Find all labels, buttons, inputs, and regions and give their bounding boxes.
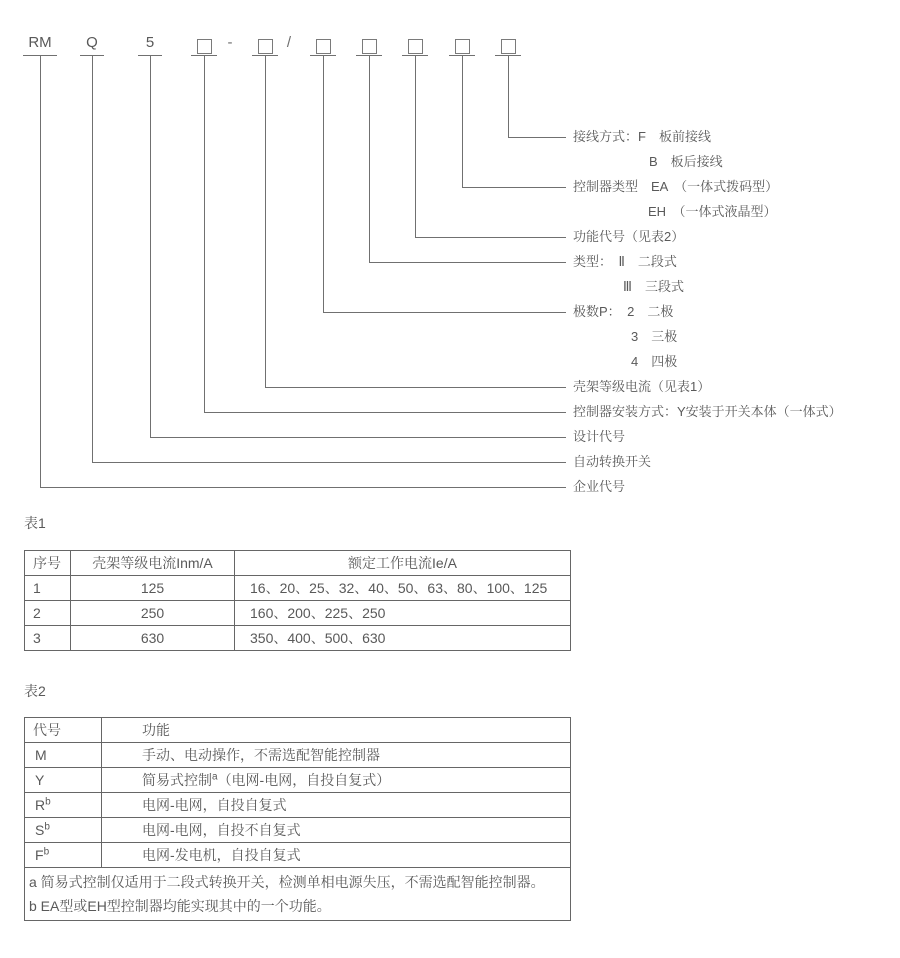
table2-row (25, 843, 571, 868)
connector-vertical-line (508, 55, 509, 137)
footnote-a: a 简易式控制仅适用于二段式转换开关，检测单相电源失压，不需选配智能控制器。 (29, 874, 545, 890)
cell-rated-current: 350、400、500、630 (235, 626, 571, 651)
connector-vertical-line (150, 55, 151, 437)
code-design-text: 5 (145, 34, 155, 51)
cell-function (102, 768, 571, 793)
function-text: 电网-电网，自投自复式 (142, 797, 287, 813)
connector-horizontal-line (204, 412, 566, 413)
code-value: R (35, 797, 46, 813)
header-cell-code: 代号 (25, 718, 102, 743)
connector-vertical-line (92, 55, 93, 462)
function-text: 电网-发电机，自投自复式 (142, 847, 301, 863)
label-poles-3: 3 三极 (631, 329, 678, 344)
code-value: S (35, 822, 45, 838)
header-cell-index: 序号 (25, 551, 71, 576)
label-company-code: 企业代号 (573, 479, 626, 494)
cell-index: 3 (25, 626, 71, 651)
function-text: 手动、电动操作，不需选配智能控制器 (142, 747, 380, 763)
cell-code (25, 818, 102, 843)
label-wiring-mode-b: B 板后接线 (649, 154, 723, 169)
cell-function (102, 743, 571, 768)
connector-vertical-line (40, 55, 41, 487)
footnote-cell (25, 868, 571, 921)
connector-vertical-line (204, 55, 205, 412)
cell-frame-current: 630 (71, 626, 235, 651)
function-code-table (24, 717, 571, 921)
connector-vertical-line (415, 55, 416, 237)
code-value: Y (35, 772, 45, 788)
function-text: 简易式控制 (142, 772, 212, 788)
cell-frame-current: 250 (71, 601, 235, 626)
function-text-tail: （电网-电网，自投自复式） (217, 772, 391, 788)
table2-caption: 表2 (24, 683, 46, 699)
label-type-iii: Ⅲ 三段式 (623, 279, 684, 294)
code-slash-separator: / (286, 34, 292, 51)
code-superscript: b (45, 796, 51, 808)
label-poles-4: 4 四极 (631, 354, 678, 369)
table2-header-row (25, 718, 571, 743)
code-superscript: b (43, 846, 50, 858)
code-superscript: b (44, 821, 50, 833)
connector-horizontal-line (150, 437, 566, 438)
table1-header-row (25, 551, 571, 576)
cell-function (102, 793, 571, 818)
cell-function (102, 843, 571, 868)
cell-code (25, 793, 102, 818)
label-controller-type: 控制器类型 EA （一体式拨码型） (573, 179, 779, 194)
label-poles: 极数P： 2 二极 (573, 304, 674, 319)
code-value: F (35, 847, 44, 863)
code-placeholder-box-7 (501, 39, 516, 54)
cell-frame-current: 125 (71, 576, 235, 601)
header-cell-function: 功能 (102, 718, 571, 743)
label-function-code: 功能代号（见表2） (573, 229, 685, 244)
code-value: M (35, 747, 47, 763)
cell-rated-current: 16、20、25、32、40、50、63、80、100、125 (235, 576, 571, 601)
connector-horizontal-line (323, 312, 566, 313)
connector-vertical-line (462, 55, 463, 187)
table2-footnote-row (25, 868, 571, 921)
code-company-text: RM (28, 34, 52, 51)
table2-row (25, 768, 571, 793)
table1-row (25, 576, 571, 601)
connector-horizontal-line (265, 387, 566, 388)
label-design-code: 设计代号 (573, 429, 626, 444)
cell-code (25, 768, 102, 793)
code-dash-separator: - (227, 34, 233, 51)
connector-vertical-line (323, 55, 324, 312)
connector-horizontal-line (415, 237, 566, 238)
code-placeholder-box-6 (455, 39, 470, 54)
cell-index: 2 (25, 601, 71, 626)
header-cell-frame-current: 壳架等级电流Inm/A (71, 551, 235, 576)
code-placeholder-box-1 (197, 39, 212, 54)
connector-vertical-line (369, 55, 370, 262)
function-text: 电网-电网，自投不自复式 (142, 822, 301, 838)
connector-horizontal-line (40, 487, 566, 488)
label-controller-mount: 控制器安装方式：Y安装于开关本体（一体式） (573, 404, 842, 419)
table1-row (25, 626, 571, 651)
footnote-b: b EA型或EH型控制器均能实现其中的一个功能。 (29, 898, 331, 914)
cell-code (25, 743, 102, 768)
table1-row (25, 601, 571, 626)
table1-caption: 表1 (24, 515, 46, 531)
frame-current-table (24, 550, 571, 651)
cell-rated-current: 160、200、225、250 (235, 601, 571, 626)
label-wiring-mode: 接线方式：F 板前接线 (573, 129, 711, 144)
connector-horizontal-line (369, 262, 566, 263)
function-superscript: a (212, 771, 218, 783)
label-auto-transfer: 自动转换开关 (573, 454, 652, 469)
label-frame-current: 壳架等级电流（见表1） (573, 379, 711, 394)
connector-vertical-line (265, 55, 266, 387)
cell-function (102, 818, 571, 843)
code-switch-text: Q (86, 34, 98, 51)
code-placeholder-box-2 (258, 39, 273, 54)
cell-index: 1 (25, 576, 71, 601)
connector-horizontal-line (508, 137, 566, 138)
code-placeholder-box-3 (316, 39, 331, 54)
label-type: 类型： Ⅱ 二段式 (573, 254, 677, 269)
cell-code (25, 843, 102, 868)
connector-horizontal-line (462, 187, 566, 188)
table2-row (25, 818, 571, 843)
header-cell-rated-current: 额定工作电流Ie/A (235, 551, 571, 576)
table2-row (25, 793, 571, 818)
table2-row (25, 743, 571, 768)
label-controller-type-eh: EH （一体式液晶型） (648, 204, 777, 219)
connector-horizontal-line (92, 462, 566, 463)
code-placeholder-box-4 (362, 39, 377, 54)
code-placeholder-box-5 (408, 39, 423, 54)
